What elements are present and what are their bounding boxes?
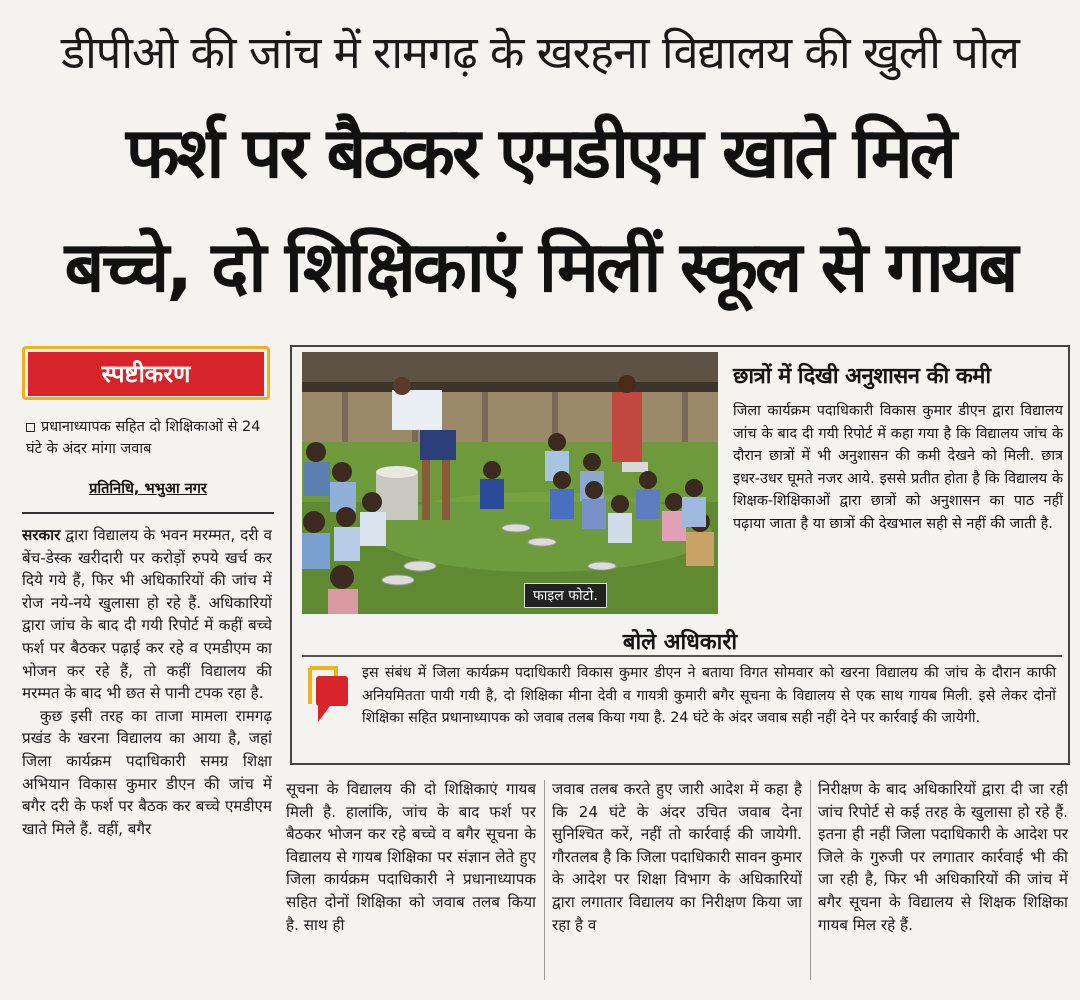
story-paragraph-2: कुछ इसी तरह का ताजा मामला रामगढ़ प्रखंड के खरना विद्यालय का आया है, जहां जिला कार्यक्रम पदाधिकारी समग्र शिक्षा अभियान विकास कुमार डीएन की जांच में बगैर दरी के फर्श पर बैठक कर बच्चे एमडीएम खाते मिले हैं. वहीं, बगैर	[22, 706, 272, 838]
children-eating-photo-illustration	[302, 352, 718, 614]
story-column-3: जवाब तलब करते हुए जारी आदेश में कहा है कि 24 घंटे के अंदर उचित जवाब देना सुनिश्चित करें, नहीं तो कार्रवाई की जायेगी. गौरतलब है कि जिला पदाधिकारी सावन कुमार के आदेश पर शिक्षा विभाग के अधिकारियों द्वारा लगातार विद्यालय का निरीक्षण किया जा रहा है व	[552, 780, 802, 934]
column-divider	[544, 780, 545, 980]
story-paragraph-1	[22, 524, 272, 705]
photo-caption: फाइल फोटो.	[524, 583, 607, 608]
story-column-2: सूचना के विद्यालय की दो शिक्षिकाएं गायब मिली है. हालांकि, जांच के बाद फर्श पर बैठकर भोजन कर रहे बच्चे व बगैर सूचना के विद्यालय से गायब शिक्षिका पर संज्ञान लेते हुए जिला कार्यक्रम पदाधिकारी ने प्रधानाध्यापक सहित दोनों शिक्षिका को जवाब तलब किया है. साथ ही	[286, 780, 536, 934]
column-divider	[810, 780, 811, 980]
divider	[302, 655, 1062, 657]
clarification-bullet	[26, 416, 272, 460]
news-photo	[302, 352, 718, 614]
lead-word: सरकार	[22, 526, 61, 544]
sidebar-text: जिला कार्यक्रम पदाधिकारी विकास कुमार डीएन द्वारा विद्यालय जांच के बाद दी गयी रिपोर्ट में कहा गया है कि विद्यालय जांच के दौरान छात्रों में भी अनुशासन की कमी देखने को मिली. छात्र इधर-उधर घूमते नजर आये. इससे प्रतीत होता है कि विद्यालय के शिक्षक-शिक्षिकाओं द्वारा छात्रों को अनुशासन का पाठ नहीं पढ़ाया जाता है या छात्रों की देखभाल सही से नहीं की जाती है.	[733, 403, 1063, 532]
officials-text: इस संबंध में जिला कार्यक्रम पदाधिकारी विकास कुमार डीएन ने बताया विगत सोमवार को खरना विद्यालय की जांच के दौरान काफी अनियमितता पायी गयी है, दो शिक्षिका मीना देवी व गायत्री कुमारी बगैर सूचना के विद्यालय से एक साथ गायब मिली. इसे लेकर दोनों शिक्षिका सहित प्रधानाध्यापक को जवाब तलब किया गया है. 24 घंटे के अंदर जवाब सही नहीं देने पर कार्रवाई की जायेगी.	[362, 665, 1056, 726]
story-paragraph-1-text: द्वारा विद्यालय के भवन मरम्मत, दरी व बेंच-डेस्क खरीदारी पर करोड़ों रुपये खर्च कर दिये गये हैं, फिर भी अधिकारियों की जांच में रोज नये-नये खुलासा हो रहे हैं. अधिकारियों द्वारा जांच के बाद दी गयी रिपोर्ट में कहीं बच्चे फर्श पर बैठकर पढ़ाई कर रहे व एमडीएम का भोजन कर रहे हैं, तो कहीं विद्यालय की मरम्मत के बाद भी छत से पानी टपक रहा है.	[22, 526, 272, 703]
divider	[22, 512, 274, 514]
headline-line-1: फर्श पर बैठकर एमडीएम खाते मिले	[125, 112, 955, 194]
clarification-label: स्पष्टीकरण	[28, 352, 264, 396]
square-bullet-icon	[26, 423, 35, 432]
story-column-4: निरीक्षण के बाद अधिकारियों द्वारा दी जा रही जांच रिपोर्ट से कई तरह के खुलासा हो रहे हैं. इतना ही नहीं जिला पदाधिकारी के आदेश पर जिले के गुरुजी पर लगातार कार्रवाई भी की जा रही है, फिर भी अधिकारियों की जांच में बगैर सूचना के विद्यालय से शिक्षक शिक्षिका गायब मिल रहे हैं.	[818, 780, 1068, 934]
officials-title: बोले अधिकारी	[622, 630, 738, 655]
clarification-bullet-text: प्रधानाध्यापक सहित दो शिक्षिकाओं से 24 घंटे के अंदर मांगा जवाब	[26, 419, 261, 457]
byline: प्रतिनिधि, भभुआ नगर	[89, 481, 207, 497]
headline-line-2: बच्चे, दो शिक्षिकाएं मिलीं स्कूल से गायब	[64, 226, 1016, 308]
story-column-1	[22, 524, 272, 984]
kicker-headline: डीपीओ की जांच में रामगढ़ के खरहना विद्यालय की खुली पोल	[61, 26, 1019, 79]
sidebar-title: छात्रों में दिखी अनुशासन की कमी	[733, 364, 991, 389]
